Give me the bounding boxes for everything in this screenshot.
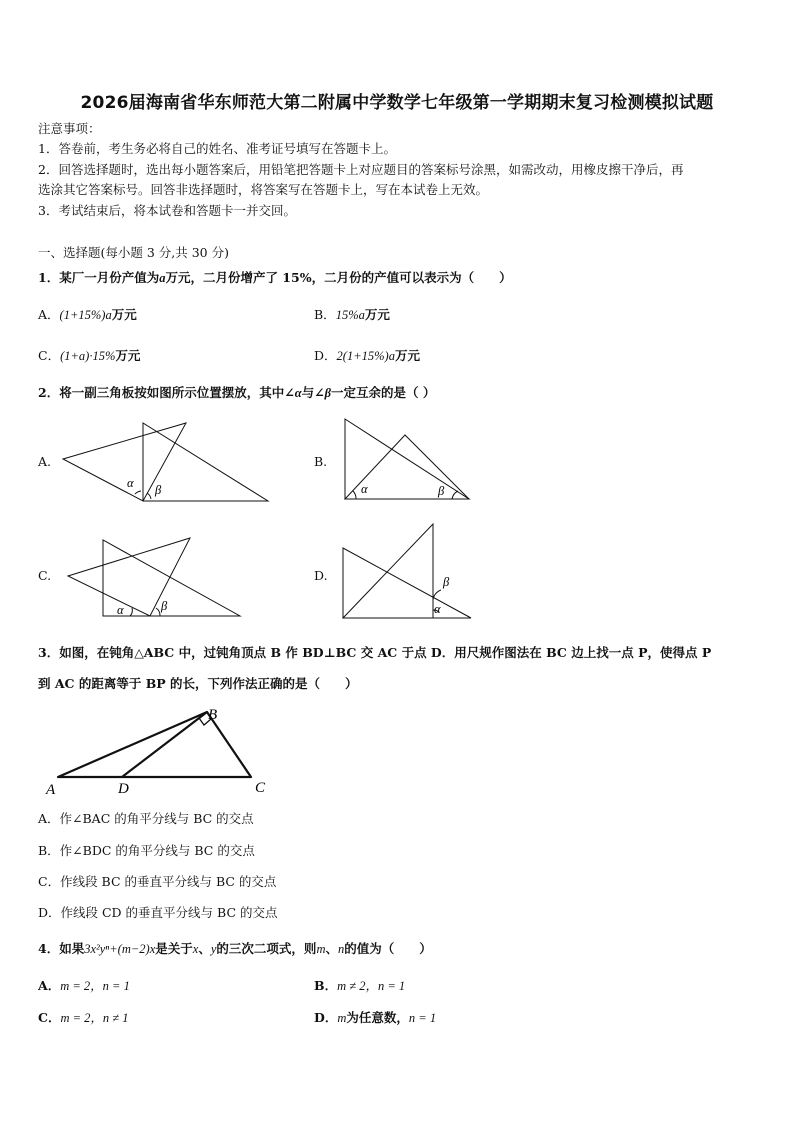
question-3-line-2: 到 AC 的距离等于 BP 的长，下列作法正确的是（ ） [38, 676, 358, 691]
beta-label: β [155, 483, 162, 497]
q3-option-b[interactable]: B．作∠BDC 的角平分线与 BC 的交点 [38, 843, 255, 858]
q4-sep: 、 [198, 941, 211, 956]
q4-option-b[interactable] [314, 978, 405, 994]
q2-option-a-label[interactable]: A. [38, 454, 52, 469]
question-3-line-1: 3．如图，在钝角△ABC 中，过钝角顶点 B 作 BD⊥BC 交 AC 于点 D．用尺规作图法在 BC 边上找一点 P，使得点 P [38, 645, 712, 660]
math-expression: 15%a [335, 308, 365, 322]
option-text: 为任意数， [346, 1010, 409, 1025]
q1-stem-b: 万元，二月份增产了 15%，二月份的产值可以表示为（ ） [165, 270, 512, 285]
section-heading: 一、选择题(每小题 3 分,共 30 分) [38, 245, 229, 260]
unit: 万元 [111, 307, 137, 322]
q1-option-b[interactable] [314, 307, 390, 323]
math-expression: m = 2，n ≠ 1 [60, 1011, 129, 1025]
q4-sep2: 、 [325, 941, 338, 956]
question-4-stem [38, 941, 432, 957]
q4-polynomial: 3x²yⁿ+(m−2)x [84, 942, 156, 956]
q2-alpha: α [294, 386, 302, 400]
q4-stem-end: 的值为（ ） [344, 941, 432, 956]
q4-stem-mid2: 的三次二项式，则 [216, 941, 317, 956]
q3-option-d[interactable]: D．作线段 CD 的垂直平分线与 BC 的交点 [38, 905, 278, 920]
alpha-label: α [434, 602, 441, 616]
option-label: B． [314, 307, 336, 322]
option-label: D． [314, 348, 337, 363]
math-expression: n = 1 [408, 1011, 437, 1025]
unit: 万元 [394, 348, 420, 363]
option-label: A． [38, 307, 60, 322]
q2-beta: β [324, 386, 331, 400]
q1-stem-a: 1．某厂一月份产值为 [38, 270, 160, 285]
alpha-label: α [361, 482, 368, 496]
math-expression: (1+15%)a [59, 308, 112, 322]
question-2-stem [38, 385, 435, 401]
q2-option-b-label[interactable]: B. [314, 454, 328, 469]
page-title: 2026届海南省华东师范大第二附属中学数学七年级第一学期期末复习检测模拟试题 [80, 93, 714, 113]
option-label: D． [314, 1010, 338, 1025]
option-label: C． [38, 348, 61, 363]
notice-item-3: 3．考试结束后，将本试卷和答题卡一并交回。 [38, 203, 296, 218]
vertex-label-d: D [118, 781, 129, 797]
q3-triangle-figure [40, 700, 280, 800]
notice-item-1: 1．答卷前，考生务必将自己的姓名、准考证号填写在答题卡上。 [38, 141, 396, 156]
q2-mid: 与∠ [301, 385, 325, 400]
q1-option-a[interactable] [38, 307, 137, 323]
q4-n: n [337, 942, 345, 956]
q2-figure-d [335, 520, 480, 624]
option-label: C． [38, 1010, 61, 1025]
math-expression: m = 2，n = 1 [60, 979, 130, 993]
q2-option-d-label[interactable]: D. [314, 568, 328, 583]
notice-item-2: 2．回答选择题时，选出每小题答案后，用铅笔把答题卡上对应题目的答案标号涂黑，如需改动，用橡皮擦干净后，再 [38, 162, 684, 177]
beta-label: β [161, 599, 168, 613]
question-1-stem [38, 270, 512, 286]
q2-figure-b [337, 415, 477, 507]
math-expression: m ≠ 2，n = 1 [337, 979, 406, 993]
math-variable: m [337, 1011, 347, 1025]
q4-y: y [210, 942, 217, 956]
unit: 万元 [364, 307, 390, 322]
q1-var: a [159, 271, 166, 285]
beta-label: β [438, 484, 445, 498]
q4-option-a[interactable] [38, 978, 130, 994]
vertex-label-a: A [46, 782, 56, 798]
vertex-label-b: B [208, 707, 218, 723]
q4-m: m [316, 942, 326, 956]
q2-option-c-label[interactable]: C. [38, 568, 52, 583]
q4-stem-mid: 是关于 [155, 941, 193, 956]
q4-option-d[interactable] [314, 1010, 436, 1026]
beta-label: β [443, 575, 450, 589]
option-label: B． [314, 978, 338, 993]
vertex-label-c: C [255, 780, 266, 796]
q4-option-c[interactable] [38, 1010, 129, 1026]
q2-stem-a: 2．将一副三角板按如图所示位置摆放，其中∠ [38, 385, 295, 400]
q2-figure-a [55, 415, 275, 507]
unit: 万元 [115, 348, 141, 363]
q2-figure-c [60, 526, 245, 620]
q2-stem-b: 一定互余的是（ ） [331, 385, 436, 400]
alpha-label: α [127, 476, 134, 490]
option-label: A． [38, 978, 61, 993]
math-expression: (1+a)·15% [60, 349, 116, 363]
notice-item-2-cont: 选涂其它答案标号。回答非选择题时，将答案写在答题卡上，写在本试卷上无效。 [38, 182, 489, 197]
q3-option-c[interactable]: C．作线段 BC 的垂直平分线与 BC 的交点 [38, 874, 277, 889]
alpha-label: α [117, 603, 124, 617]
q4-stem-pre: 4．如果 [38, 941, 85, 956]
notice-heading: 注意事项： [38, 121, 101, 136]
q4-x: x [192, 942, 199, 956]
q1-option-d[interactable] [314, 348, 420, 364]
q1-option-c[interactable] [38, 348, 140, 364]
q3-option-a[interactable]: A．作∠BAC 的角平分线与 BC 的交点 [38, 811, 254, 826]
math-expression: 2(1+15%)a [336, 349, 395, 363]
